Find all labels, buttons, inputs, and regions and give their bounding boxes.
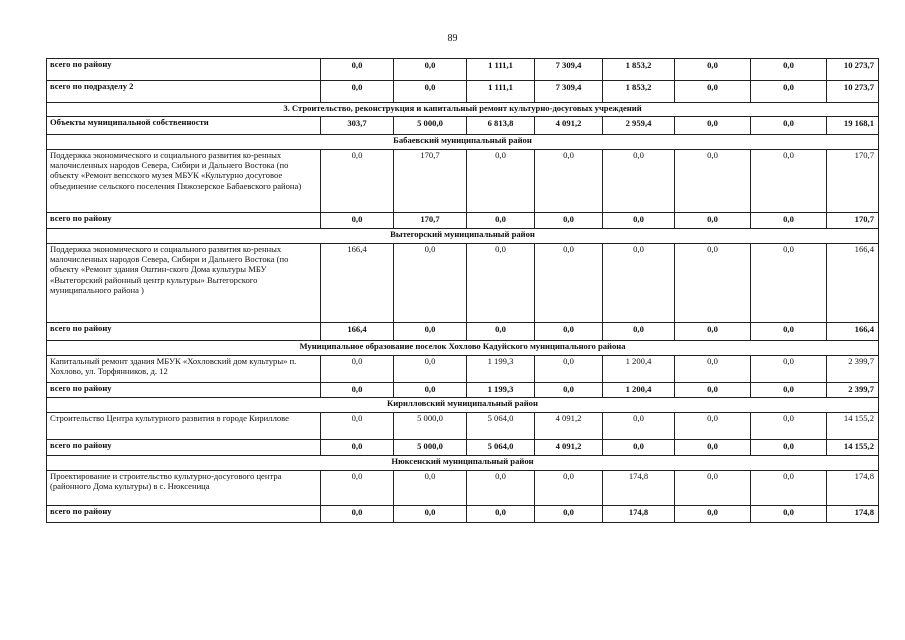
value-cell: 0,0 <box>751 213 827 229</box>
value-cell: 0,0 <box>751 81 827 103</box>
section-header-row <box>47 103 879 117</box>
value-cell: 0,0 <box>394 81 467 103</box>
total-label: всего по подразделу 2 <box>47 81 321 103</box>
value-cell: 0,0 <box>321 356 394 383</box>
value-cell: 0,0 <box>321 440 394 456</box>
value-cell: 1 200,4 <box>603 356 675 383</box>
row-total-value: 170,7 <box>827 213 879 229</box>
total-row <box>47 383 879 398</box>
value-cell: 0,0 <box>321 413 394 440</box>
row-total-value: 10 273,7 <box>827 59 879 81</box>
section-header-row <box>47 229 879 244</box>
value-cell: 1 200,4 <box>603 383 675 398</box>
value-cell: 0,0 <box>603 150 675 213</box>
value-cell: 0,0 <box>467 150 535 213</box>
value-cell: 6 813,8 <box>467 117 535 135</box>
value-cell: 0,0 <box>321 471 394 506</box>
value-cell: 1 199,3 <box>467 383 535 398</box>
value-cell: 5 000,0 <box>394 117 467 135</box>
row-total-value: 174,8 <box>827 471 879 506</box>
section-title: 3. Строительство, реконструкция и капитальный ремонт культурно-досуговых учреждений <box>47 103 879 117</box>
item-row <box>47 356 879 383</box>
item-row <box>47 244 879 323</box>
value-cell: 0,0 <box>535 323 603 341</box>
total-label: Объекты муниципальной собственности <box>47 117 321 135</box>
value-cell: 0,0 <box>467 244 535 323</box>
total-row <box>47 81 879 103</box>
section-header-row <box>47 341 879 356</box>
value-cell: 0,0 <box>675 506 751 523</box>
item-row <box>47 413 879 440</box>
value-cell: 174,8 <box>603 506 675 523</box>
value-cell: 0,0 <box>675 440 751 456</box>
value-cell: 0,0 <box>394 356 467 383</box>
row-total-value: 14 155,2 <box>827 440 879 456</box>
value-cell: 0,0 <box>603 440 675 456</box>
value-cell: 0,0 <box>321 59 394 81</box>
total-label: всего по району <box>47 213 321 229</box>
value-cell: 0,0 <box>751 117 827 135</box>
value-cell: 0,0 <box>751 150 827 213</box>
value-cell: 2 959,4 <box>603 117 675 135</box>
value-cell: 0,0 <box>321 150 394 213</box>
value-cell: 0,0 <box>394 383 467 398</box>
value-cell: 0,0 <box>751 413 827 440</box>
value-cell: 0,0 <box>467 506 535 523</box>
value-cell: 0,0 <box>751 323 827 341</box>
value-cell: 5 000,0 <box>394 413 467 440</box>
value-cell: 0,0 <box>321 506 394 523</box>
total-row <box>47 59 879 81</box>
value-cell: 0,0 <box>675 356 751 383</box>
value-cell: 0,0 <box>321 383 394 398</box>
value-cell: 0,0 <box>603 413 675 440</box>
value-cell: 0,0 <box>751 356 827 383</box>
total-label: всего по району <box>47 323 321 341</box>
section-title: Нюксенский муниципальный район <box>47 456 879 471</box>
budget-table <box>46 58 879 523</box>
value-cell: 0,0 <box>751 440 827 456</box>
value-cell: 0,0 <box>467 213 535 229</box>
value-cell: 0,0 <box>675 383 751 398</box>
value-cell: 0,0 <box>675 59 751 81</box>
total-row <box>47 506 879 523</box>
value-cell: 0,0 <box>751 244 827 323</box>
value-cell: 4 091,2 <box>535 117 603 135</box>
value-cell: 0,0 <box>751 383 827 398</box>
value-cell: 0,0 <box>321 81 394 103</box>
value-cell: 0,0 <box>535 471 603 506</box>
item-description: Капитальный ремонт здания МБУК «Хохловский дом культуры» п. Хохлово, ул. Торфянников, д. 12 <box>47 356 321 383</box>
row-total-value: 10 273,7 <box>827 81 879 103</box>
item-description: Поддержка экономического и социального развития ко-ренных малочисленных народов Севера, Сибири и Дальнего Востока (по объекту «Ремонт вепсского музея МБУК «Культурно досуговое объединение сельского поселения Пяжозерское Бабаевского района) <box>47 150 321 213</box>
row-total-value: 166,4 <box>827 244 879 323</box>
row-total-value: 2 399,7 <box>827 356 879 383</box>
value-cell: 0,0 <box>535 244 603 323</box>
value-cell: 0,0 <box>603 213 675 229</box>
value-cell: 1 111,1 <box>467 59 535 81</box>
value-cell: 0,0 <box>535 213 603 229</box>
value-cell: 4 091,2 <box>535 440 603 456</box>
value-cell: 0,0 <box>675 413 751 440</box>
total-label: всего по району <box>47 383 321 398</box>
row-total-value: 2 399,7 <box>827 383 879 398</box>
value-cell: 5 000,0 <box>394 440 467 456</box>
value-cell: 0,0 <box>467 471 535 506</box>
total-row <box>47 117 879 135</box>
item-row <box>47 471 879 506</box>
value-cell: 0,0 <box>535 150 603 213</box>
value-cell: 0,0 <box>535 383 603 398</box>
section-header-row <box>47 456 879 471</box>
total-row <box>47 213 879 229</box>
value-cell: 174,8 <box>603 471 675 506</box>
item-description: Проектирование и строительство культурно-досугового центра (районного Дома культуры) в с. Нюксеница <box>47 471 321 506</box>
item-description: Строительство Центра культурного развития в городе Кириллове <box>47 413 321 440</box>
value-cell: 1 853,2 <box>603 59 675 81</box>
value-cell: 166,4 <box>321 244 394 323</box>
section-header-row <box>47 398 879 413</box>
value-cell: 5 064,0 <box>467 440 535 456</box>
value-cell: 7 309,4 <box>535 59 603 81</box>
item-row <box>47 150 879 213</box>
value-cell: 0,0 <box>675 244 751 323</box>
page-number: 89 <box>447 33 458 44</box>
value-cell: 1 199,3 <box>467 356 535 383</box>
value-cell: 0,0 <box>751 471 827 506</box>
value-cell: 170,7 <box>394 213 467 229</box>
value-cell: 0,0 <box>394 471 467 506</box>
value-cell: 0,0 <box>675 117 751 135</box>
section-title: Кирилловский муниципальный район <box>47 398 879 413</box>
value-cell: 7 309,4 <box>535 81 603 103</box>
value-cell: 0,0 <box>394 323 467 341</box>
value-cell: 0,0 <box>467 323 535 341</box>
total-label: всего по району <box>47 440 321 456</box>
section-title: Муниципальное образование поселок Хохлово Кадуйского муниципального района <box>47 341 879 356</box>
value-cell: 0,0 <box>603 244 675 323</box>
value-cell: 0,0 <box>751 506 827 523</box>
value-cell: 0,0 <box>603 323 675 341</box>
total-row <box>47 323 879 341</box>
value-cell: 0,0 <box>675 323 751 341</box>
value-cell: 1 853,2 <box>603 81 675 103</box>
value-cell: 1 111,1 <box>467 81 535 103</box>
total-row <box>47 440 879 456</box>
section-title: Вытегорский муниципальный район <box>47 229 879 244</box>
row-total-value: 166,4 <box>827 323 879 341</box>
value-cell: 0,0 <box>535 506 603 523</box>
value-cell: 0,0 <box>394 59 467 81</box>
value-cell: 166,4 <box>321 323 394 341</box>
row-total-value: 170,7 <box>827 150 879 213</box>
value-cell: 0,0 <box>394 506 467 523</box>
value-cell: 303,7 <box>321 117 394 135</box>
value-cell: 0,0 <box>751 59 827 81</box>
row-total-value: 174,8 <box>827 506 879 523</box>
item-description: Поддержка экономического и социального развития ко-ренных малочисленных народов Севера, Сибири и Дальнего Востока (по объекту «Ремонт здания Оштин-ского Дома культуры МБУ «Вытегорский районный центр культуры» Вытегорского муниципального района ) <box>47 244 321 323</box>
value-cell: 170,7 <box>394 150 467 213</box>
value-cell: 0,0 <box>321 213 394 229</box>
value-cell: 0,0 <box>394 244 467 323</box>
value-cell: 0,0 <box>675 471 751 506</box>
row-total-value: 14 155,2 <box>827 413 879 440</box>
value-cell: 5 064,0 <box>467 413 535 440</box>
value-cell: 0,0 <box>675 150 751 213</box>
total-label: всего по району <box>47 506 321 523</box>
section-title: Бабаевский муниципальный район <box>47 135 879 150</box>
value-cell: 0,0 <box>535 356 603 383</box>
total-label: всего по району <box>47 59 321 81</box>
row-total-value: 19 168,1 <box>827 117 879 135</box>
value-cell: 0,0 <box>675 81 751 103</box>
value-cell: 0,0 <box>675 213 751 229</box>
section-header-row <box>47 135 879 150</box>
value-cell: 4 091,2 <box>535 413 603 440</box>
